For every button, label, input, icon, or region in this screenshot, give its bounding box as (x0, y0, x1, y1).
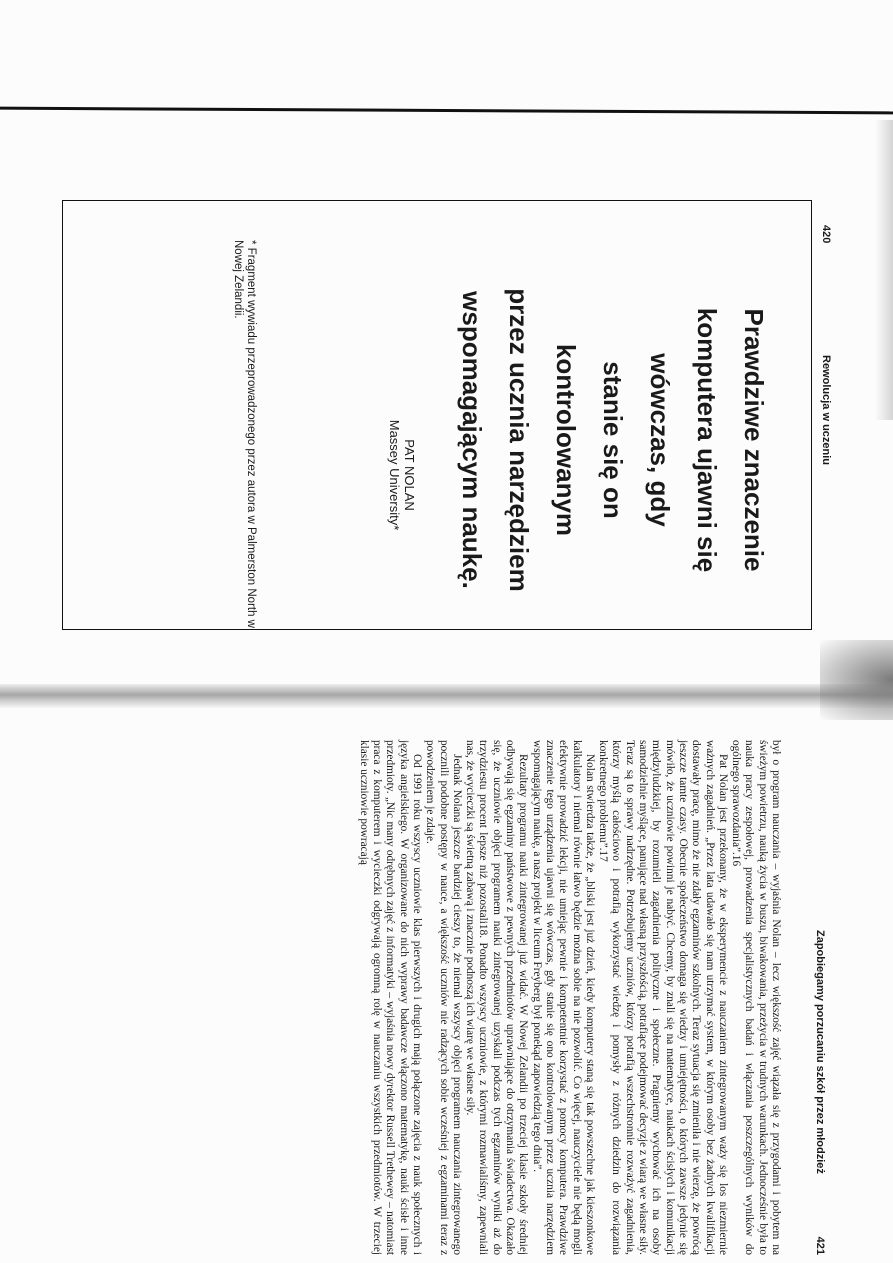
scan-edge-shadow (875, 120, 893, 420)
footnote: * Fragment wywiadu przeprowadzonego przez autora w Palmerston North w Nowej Zelandii. (232, 240, 257, 628)
paragraph: Rezultaty programu nauki zintegrowanej już widać. W Nowej Zelandii po trzeciej klasie szkoły średniej odbywają się egzaminy państwowe z pewnych przedmiotów uprawniające do otrzymania świadectwa. Okazało się, że uczniowie objęci programem nauki zintegrowanej uzyskali podczas tych egzaminów wyniki aż do trzydziestu procent lepsze niż pozostali18. Ponadto wszyscy uczniowie, z którymi rozmawialiśmy, zapewniali nas, że wycieczki są świetną zabawą i znacznie podnoszą ich wiarę we własne siły. (464, 740, 530, 1255)
author-affiliation: Massey University* (387, 419, 402, 531)
left-running-title: Rewolucja w uczeniu (820, 355, 832, 466)
chapter-title-line: wspomagającym naukę. (457, 291, 487, 589)
left-running-head (814, 225, 832, 645)
paragraph: Od 1991 roku wszyscy uczniowie klas pierwszych i drugich mają połączone zajęcia z nauk społecznych i języka angielskiego. W organizowane do nich wyprawy badawcze włączono matematykę, nauki ścisłe i inne przedmioty. „Nic many odrębnych zajęć z informatyki – wyjaśnia nowy dyrektor Russell Trethewey – natomiast praca z komputerem i wycieczki odgrywają ogromną rolę w nauczaniu wszystkich przedmiotów. W trzeciej klasie uczniowie powracają (357, 740, 423, 1255)
right-running-title: Zapobiegamy porzucaniu szkół przez młodzież (814, 930, 826, 1174)
paragraph: Pat Nolan jest przekonany, że w eksperymencie z nauczaniem zintegrowanym waży się los niezmiernie ważnych zagadnień. „Przez lata udawało się nam utrzymać system, w którym osoby bez żadnych kwalifikacji dostawały pracę, mimo że nie zdały egzaminów szkolnych. Teraz sytuacja się zmieniła i nie wierzę, że powrócą jeszcze tamte czasy. Obecnie społeczeństwo domaga się wiedzy i umiejętności, o których zawsze jedynie się mówiło, że uczniowie powinni je nabyć. Chcemy, by znali się na matematyce, naukach ścisłych i komunikacji międzyludzkiej, by rozumieli zagadnienia polityczne i społeczne. Pragniemy wychować ich na osoby samodzielnie myślące, panujące nad własną przyszłością, potrafiące podejmować decyzje z wiarą we własne siły. Teraz są to sprawy nadrzędne. Potrzebujemy uczniów, którzy potrafią wszechstronnie rozważyć zagadnienia, którzy myślą całościowo i potrafią wykorzystać wiedzę i pomysły z różnych dziedzin do rozwiązania konkretnego problemu”.17 (597, 740, 729, 1255)
left-page-number: 420 (820, 225, 832, 244)
chapter-title-line: kontrolowanym (551, 343, 581, 537)
scan-top-rule (0, 107, 893, 115)
chapter-title-line: stanie się on (598, 361, 628, 519)
paragraph: Jednak Nolana jeszcze bardziej cieszy to, że niemal wszyscy objęci programem nauczania zintegrowanego pocznili podobne postępy w nauce, a większość uczniów nie radzących sobie wcześniej z egzaminami teraz z powodzeniem je zdaje. (424, 740, 463, 1255)
chapter-title-line: przez ucznia narzędziem (504, 288, 534, 592)
paragraph: Nolan stwierdza także, że „bliski jest już dzień, kiedy komputery staną się tak powszechne jak kieszonkowe kalkulatory i niemal równie łatwo będzie można sobie na nie pozwolić. Co więcej, nauczyciele nie będą mogli efektywnie prowadzić lekcji, nie umiejąc pewnie i kompetentnie korzystać z pomocy komputera. Prawdziwe znaczenie tego urządzenia ujawni się wówczas, gdy stanie się ono kontrolowanym przez ucznia narzędziem wspomagającym naukę, a nasz projekt w liceum Freyberg był ponekąd zapowiedzią tego dnia”. (530, 740, 596, 1255)
author-name: PAT NOLAN (402, 439, 417, 511)
author-block (387, 375, 417, 575)
chapter-title-line: wówczas, gdy (645, 353, 675, 527)
left-page (72, 225, 832, 645)
book-gutter-shadow (0, 684, 893, 708)
right-running-head (808, 740, 826, 1255)
right-page-number: 421 (814, 1236, 826, 1255)
gutter-dark-spot (820, 640, 893, 720)
body-text (357, 740, 783, 1255)
right-page (66, 740, 826, 1255)
paragraph: był o program nauczania – wyjaśnia Nolan – lecz większość zajęć wiązała się z przygodami i pobytem na świeżym powietrzu, nauką życia w buszu, biwakowania, przeżycia w trudnych warunkach. Jednocześnie była to nauka pracy zespołowej, prowadzenia specjalistycznych badań i włączania poszczególnych wyników do ogólnego sprawozdania”.16 (730, 740, 782, 1255)
chapter-title-line: Prawdziwe znaczenie (739, 308, 769, 572)
chapter-title (448, 245, 777, 635)
chapter-title-line: komputera ujawni się (692, 307, 722, 573)
